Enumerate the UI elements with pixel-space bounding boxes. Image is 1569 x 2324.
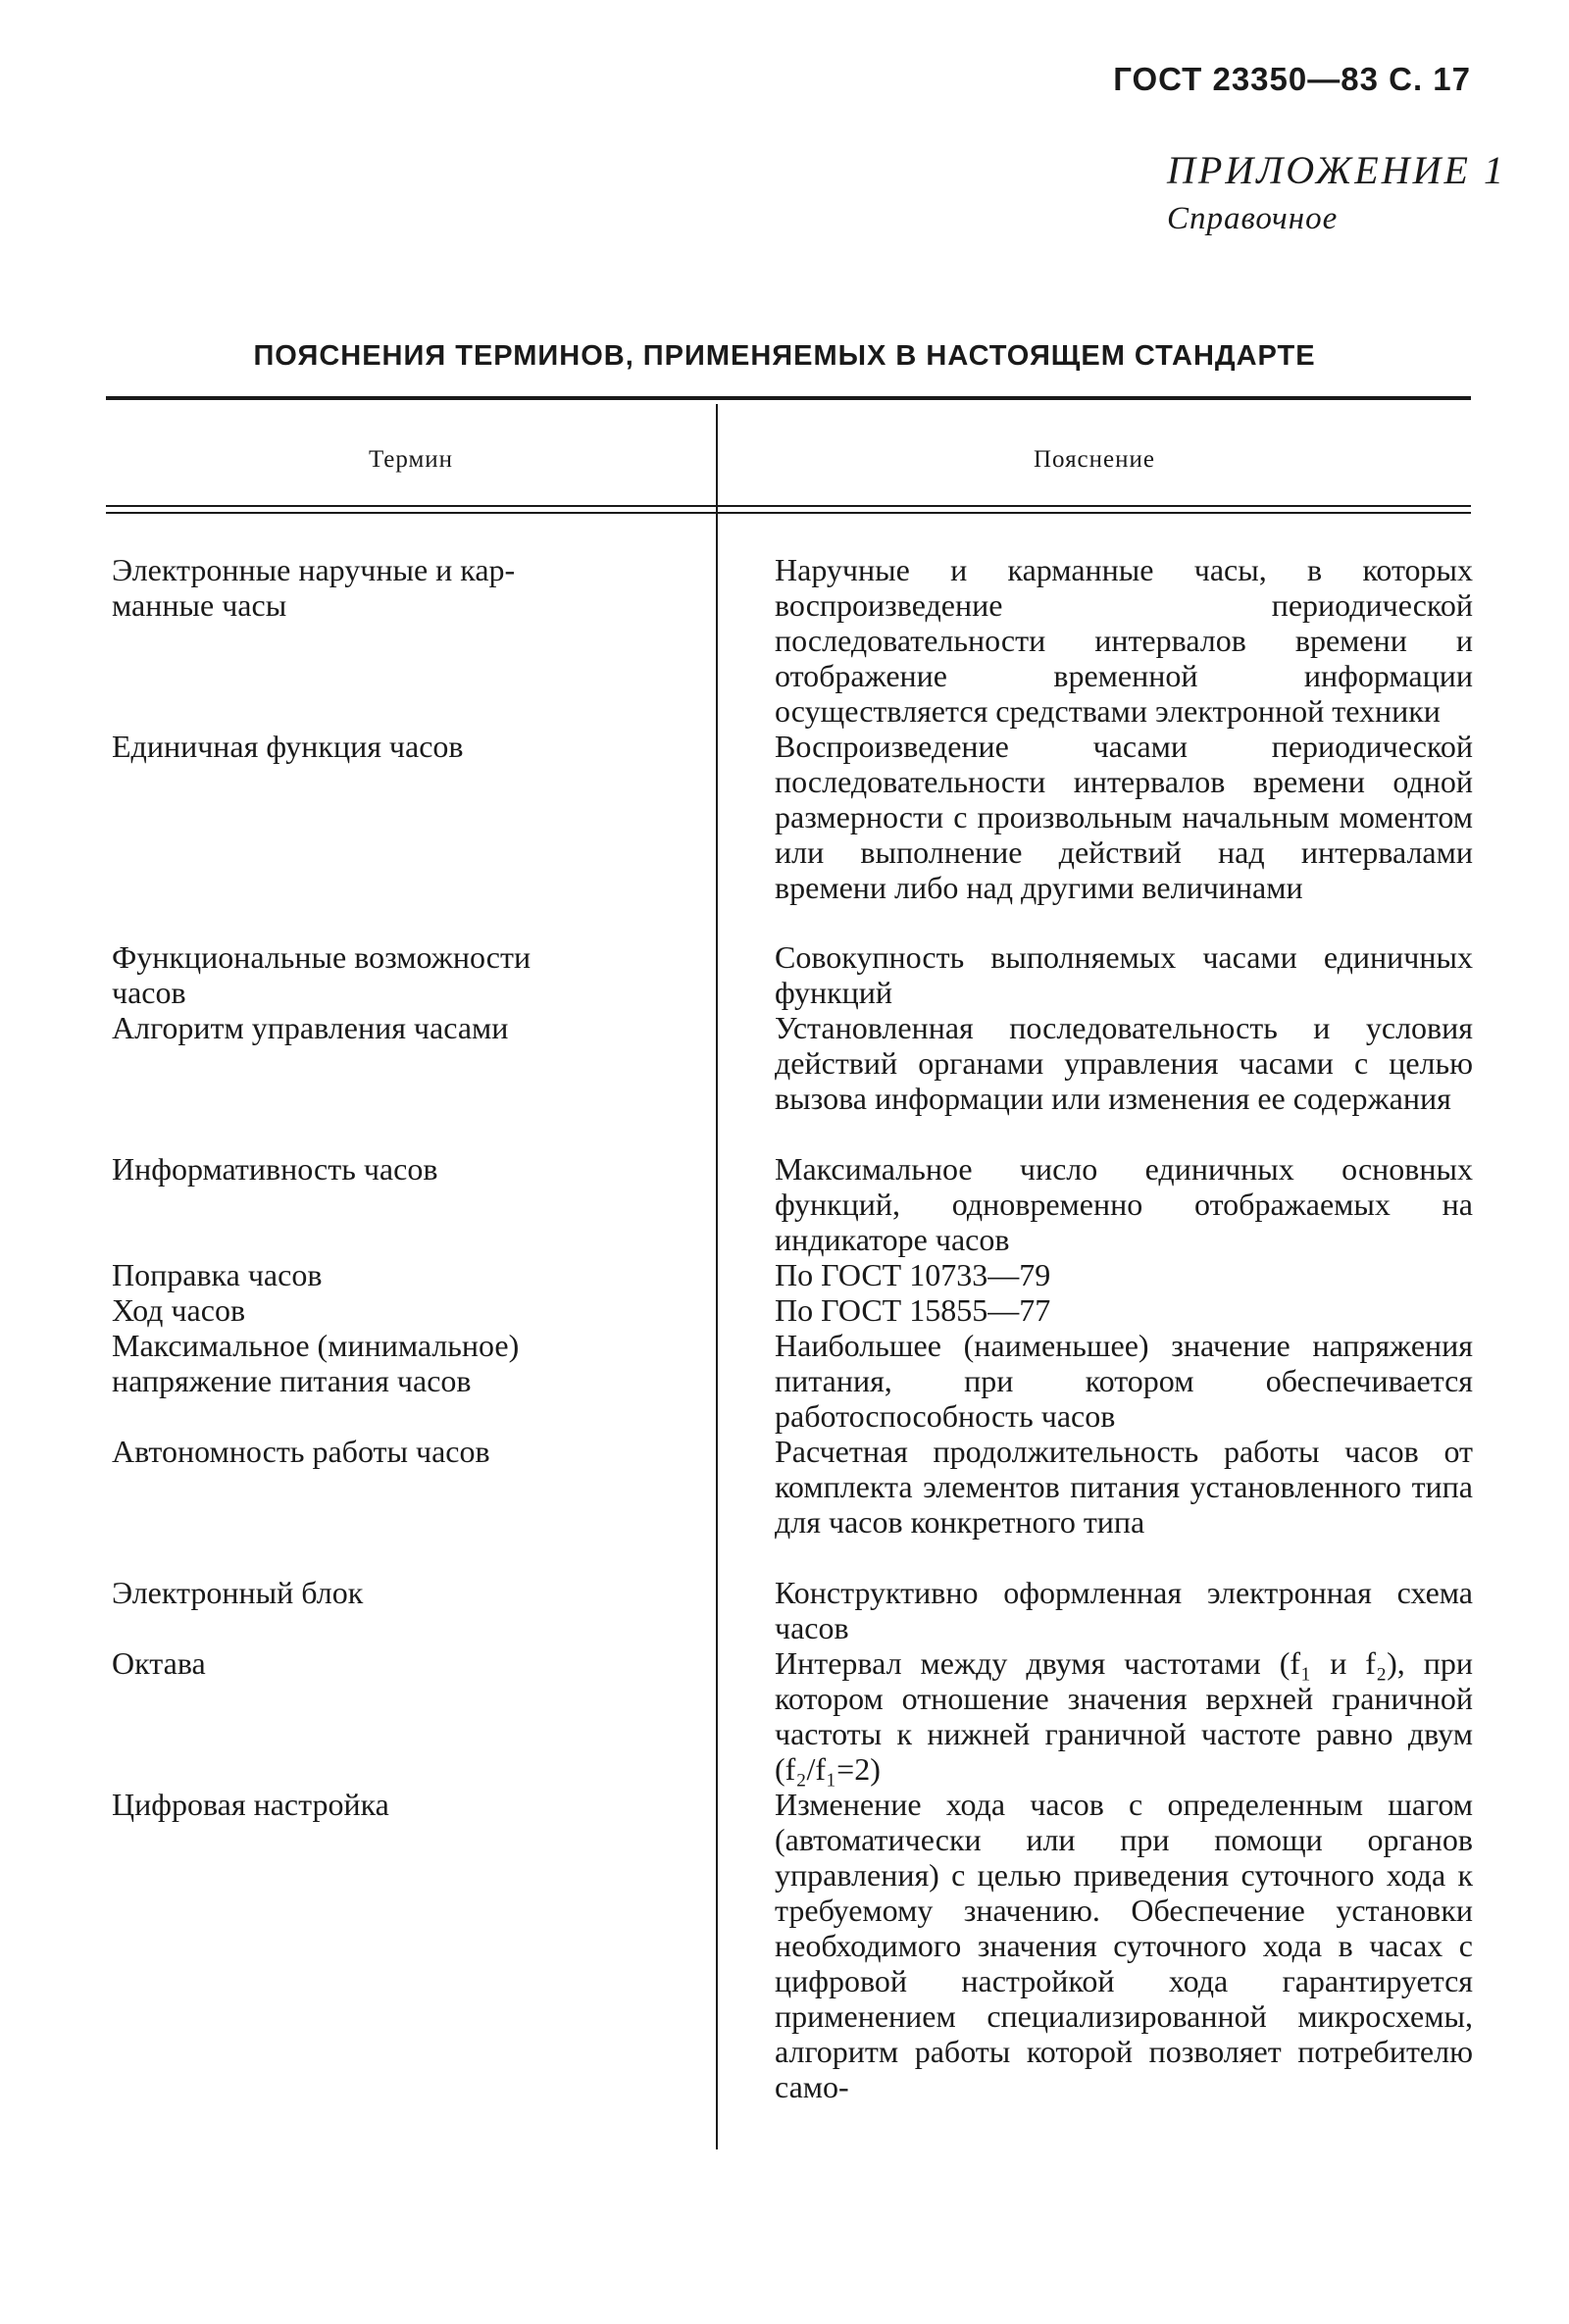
table-row-explanation: Конструктивно оформленная электронная схема часов: [775, 1575, 1473, 1645]
appendix-type: Справочное: [1167, 201, 1339, 236]
table-row-explanation: Воспроизведение часами периодической последовательности интервалов времени одной размерности с произвольным начальным моментом или выполнение действий над интервалами времени либо над другими величинами: [775, 729, 1473, 905]
table-header-rule: [106, 505, 1471, 507]
table-row-explanation: Изменение хода часов с определенным шагом (автоматически или при помощи органов управления) с целью приведения суточного хода к требуемому значению. Обеспечение установки необходимого значения суточного хода в часах с цифровой настройкой хода гарантируется применением специализированной микросхемы, алгоритм работы которой позволяет потребителю само-: [775, 1787, 1473, 2104]
table-row-term: Максимальное (минимальное) напряжение питания часов: [112, 1328, 520, 1398]
table-row-term: Поправка часов: [112, 1257, 323, 1292]
table-top-rule: [106, 396, 1471, 400]
table-row-explanation: Расчетная продолжительность работы часов от комплекта элементов питания установленного типа для часов конкретного типа: [775, 1434, 1473, 1540]
table-row-term: Электронный блок: [112, 1575, 364, 1610]
table-row-term: Электронные наручные и кар- манные часы: [112, 552, 516, 623]
table-header-rule-double: [106, 512, 1471, 514]
table-row-explanation: Совокупность выполняемых часами единичных функций: [775, 939, 1473, 1010]
table-row-explanation: Наручные и карманные часы, в которых воспроизведение периодической последовательности интервалов времени и отображение временной информации осуществляется средствами электронной техники: [775, 552, 1473, 729]
table-row-term: Автономность работы часов: [112, 1434, 490, 1469]
table-row-term: Октава: [112, 1645, 206, 1681]
column-divider: [716, 404, 718, 2149]
table-row-explanation: Максимальное число единичных основных функций, одновременно отображаемых на индикаторе часов: [775, 1151, 1473, 1257]
table-row-term: Информативность часов: [112, 1151, 438, 1187]
table-row-explanation: Интервал между двумя частотами (f₁ и f₂), при котором отношение значения верхней граничной частоты к нижней граничной частоте равно двум (f₂/f₁=2): [775, 1645, 1473, 1787]
document-title: ПОЯСНЕНИЯ ТЕРМИНОВ, ПРИМЕНЯЕМЫХ В НАСТОЯЩЕМ СТАНДАРТЕ: [253, 340, 1316, 372]
column-header-explanation: Пояснение: [1033, 446, 1155, 473]
table-row-term: Алгоритм управления часами: [112, 1010, 509, 1045]
table-row-term: Ход часов: [112, 1292, 246, 1328]
page-header: ГОСТ 23350—83 С. 17: [1113, 61, 1471, 97]
column-header-term: Термин: [368, 446, 454, 473]
table-row-term: Функциональные возможности часов: [112, 939, 531, 1010]
appendix-label: ПРИЛОЖЕНИЕ 1: [1167, 148, 1506, 192]
table-row-explanation: По ГОСТ 15855—77: [775, 1292, 1051, 1328]
table-row-explanation: Наибольшее (наименьшее) значение напряжения питания, при котором обеспечивается работоспособность часов: [775, 1328, 1473, 1434]
table-row-explanation: Установленная последовательность и условия действий органами управления часами с целью вызова информации или изменения ее содержания: [775, 1010, 1473, 1116]
table-row-term: Цифровая настройка: [112, 1787, 389, 1822]
table-row-term: Единичная функция часов: [112, 729, 464, 764]
table-row-explanation: По ГОСТ 10733—79: [775, 1257, 1051, 1292]
